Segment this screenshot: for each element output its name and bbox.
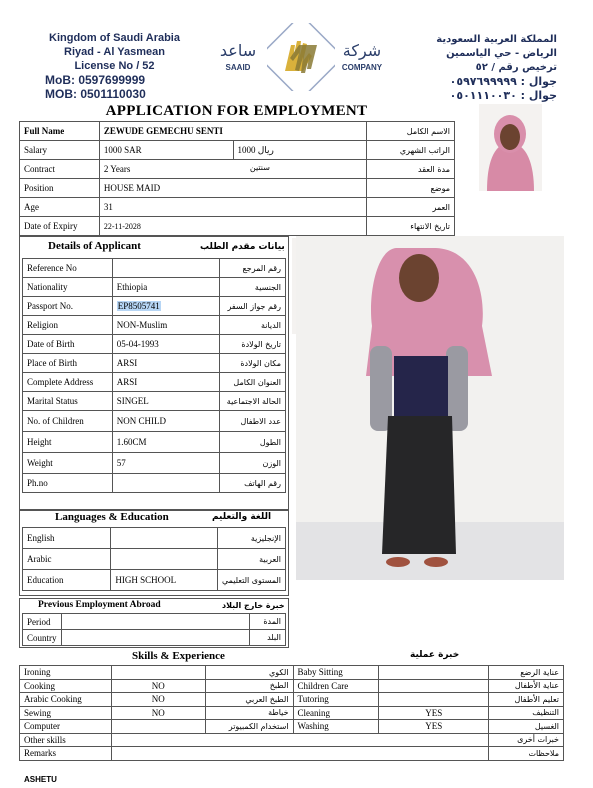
arabic-label-cell: موضع [367, 179, 455, 198]
arabic-label-cell: الإنجليزية [217, 528, 285, 549]
letterhead-line: MoB: 0597699999 [45, 73, 146, 87]
portrait-photo-small [479, 104, 542, 191]
label-cell: Arabic [23, 549, 111, 570]
footer-agent-name: ASHETU [24, 775, 57, 784]
label-cell: Passport No. [23, 297, 113, 316]
value-cell [112, 453, 219, 474]
table-row [20, 160, 455, 179]
table-row [23, 549, 286, 570]
full-body-illustration-icon [296, 236, 564, 580]
label-cell: Date of Birth [23, 335, 113, 354]
skill-value-cell [111, 720, 205, 734]
skill-value-cell: YES [379, 720, 489, 734]
value-ar-text: سنتين [249, 163, 270, 172]
arabic-label-cell: تاريخ الانتهاء [367, 217, 455, 236]
skills-table [19, 665, 564, 761]
table-row [23, 335, 286, 354]
table-row [23, 453, 286, 474]
table-row [23, 614, 286, 630]
skill-label-cell: Ironing [20, 666, 112, 680]
previous-heading: Previous Employment Abroad [38, 600, 161, 610]
table-row [20, 747, 564, 761]
skill-label-cell: Cleaning [293, 706, 379, 720]
skill-label-cell: Sewing [20, 706, 112, 720]
skill-arabic-cell: ملاحظات [489, 747, 564, 761]
table-row [23, 528, 286, 549]
label-cell: Marital Status [23, 392, 113, 411]
logo-en-right: COMPANY [341, 63, 383, 72]
value-cell: 22-11-2028 [99, 217, 366, 236]
top-info-table [19, 121, 455, 236]
table-row [20, 198, 455, 217]
skill-label-cell: Computer [20, 720, 112, 734]
label-cell: Age [20, 198, 100, 217]
applicant-table [22, 258, 286, 493]
skill-value-cell: YES [379, 706, 489, 720]
value-cell [112, 432, 219, 453]
table-row [23, 297, 286, 316]
table-row [20, 706, 564, 720]
value-cell [111, 549, 218, 570]
value-text: EP8505741 [117, 301, 160, 311]
languages-heading: Languages & Education [55, 511, 169, 523]
applicant-heading-ar: بيانات مقدم الطلب [200, 242, 285, 252]
letterhead-ar-line: جوال : ٠٥٠١١١٠٠٣٠ [449, 89, 557, 102]
skills-heading-ar: خبرة عملية [410, 650, 460, 660]
arabic-label-cell: البلد [250, 630, 286, 646]
skill-value-cell [111, 747, 488, 761]
label-cell: Complete Address [23, 373, 113, 392]
value-cell [112, 316, 219, 335]
arabic-label-cell: الديانة [220, 316, 286, 335]
letterhead-ar-line: ترخيص رقم / ٥٢ [475, 62, 557, 73]
skill-arabic-cell: التنظيف [489, 706, 564, 720]
value-text: NON-Muslim [116, 320, 168, 330]
table-row [20, 217, 455, 236]
label-cell: Salary [20, 141, 100, 160]
value-text: 2 Years [103, 164, 131, 174]
table-row [20, 693, 564, 707]
arabic-label-cell: العمر [367, 198, 455, 217]
label-cell: No. of Children [23, 411, 113, 432]
letterhead-line: License No / 52 [74, 60, 155, 72]
value-cell [111, 528, 218, 549]
skill-arabic-cell: الغسيل [489, 720, 564, 734]
arabic-label-cell: مدة العقد [367, 160, 455, 179]
table-row [20, 679, 564, 693]
skill-label-cell: Baby Sitting [293, 666, 379, 680]
logo-ar-right: شركة [342, 41, 382, 60]
value-cell [112, 392, 219, 411]
skill-value-cell [379, 679, 489, 693]
table-row [20, 733, 564, 747]
full-body-photo [296, 236, 564, 580]
skill-arabic-cell: عناية الرضع [489, 666, 564, 680]
languages-table [22, 527, 286, 591]
skill-arabic-cell: تعليم الأطفال [489, 693, 564, 707]
arabic-label-cell: الاسم الكامل [367, 122, 455, 141]
letterhead-arabic [407, 33, 557, 103]
skill-arabic-cell: الطبخ العربي [205, 693, 293, 707]
letterhead-ar-line: جوال : ٠٥٩٧٦٩٩٩٩٩ [449, 75, 557, 88]
portrait-illustration-icon [479, 104, 542, 191]
arabic-label-cell: تاريخ الولادة [220, 335, 286, 354]
label-cell: Position [20, 179, 100, 198]
value-cell [112, 354, 219, 373]
skill-arabic-cell: خياطة [205, 706, 293, 720]
value-cell [99, 160, 366, 179]
arabic-label-cell: الوزن [220, 453, 286, 474]
value-cell: 31 [99, 198, 366, 217]
skill-arabic-cell: خبرات أخرى [489, 733, 564, 747]
table-row [23, 373, 286, 392]
table-row [23, 316, 286, 335]
label-cell: Date of Expiry [20, 217, 100, 236]
value-cell [61, 630, 250, 646]
letterhead-banner [19, 17, 563, 102]
skill-value-cell: NO [111, 706, 205, 720]
value-text: NON CHILD [116, 416, 167, 426]
skill-arabic-cell: الطبخ [205, 679, 293, 693]
label-cell: Period [23, 614, 62, 630]
arabic-label-cell: رقم المرجع [220, 259, 286, 278]
value-ar-cell: 1000 ريال [233, 141, 367, 160]
skill-label-cell: Arabic Cooking [20, 693, 112, 707]
label-cell: English [23, 528, 111, 549]
table-row [23, 474, 286, 493]
value-cell: HOUSE MAID [99, 179, 366, 198]
page-title: APPLICATION FOR EMPLOYMENT [105, 103, 368, 119]
value-text: Ethiopia [116, 282, 148, 292]
letterhead-line: Kingdom of Saudi Arabia [49, 32, 180, 44]
label-cell: Reference No [23, 259, 113, 278]
skill-value-cell [111, 733, 488, 747]
skill-value-cell: NO [111, 693, 205, 707]
label-cell: Full Name [20, 122, 100, 141]
skill-label-cell: Other skills [20, 733, 112, 747]
table-row [23, 630, 286, 646]
skill-label-cell: Cooking [20, 679, 112, 693]
table-row [23, 392, 286, 411]
skill-arabic-cell: عناية الأطفال [489, 679, 564, 693]
label-cell: Place of Birth [23, 354, 113, 373]
previous-heading-ar: خبرة خارج البلاد [222, 601, 285, 610]
label-cell: Ph.no [23, 474, 113, 493]
table-row [23, 432, 286, 453]
value-cell [61, 614, 250, 630]
label-cell: Weight [23, 453, 113, 474]
label-cell: Height [23, 432, 113, 453]
skill-label-cell: Washing [293, 720, 379, 734]
arabic-label-cell: الراتب الشهري [367, 141, 455, 160]
skill-value-cell [379, 693, 489, 707]
arabic-label-cell: عدد الاطفال [220, 411, 286, 432]
skill-arabic-cell: الكوي [205, 666, 293, 680]
value-text: ARSI [116, 377, 138, 387]
logo-en-left: SAAID [225, 63, 251, 72]
table-row [20, 141, 455, 160]
value-text: ARSI [116, 358, 138, 368]
value-cell [112, 278, 219, 297]
table-row [20, 720, 564, 734]
languages-heading-ar: اللغة والتعليم [212, 512, 272, 522]
letterhead-ar-line: الرياض - حي الياسمين [446, 48, 557, 59]
value-text: SINGEL [116, 396, 149, 406]
arabic-label-cell: الطول [220, 432, 286, 453]
value-cell [112, 259, 219, 278]
skill-value-cell [379, 666, 489, 680]
value-text: 1.60CM [116, 437, 147, 447]
table-row [23, 278, 286, 297]
letterhead-english [27, 31, 202, 101]
arabic-label-cell: الجنسية [220, 278, 286, 297]
arabic-label-cell: رقم جواز السفر [220, 297, 286, 316]
value-cell [112, 411, 219, 432]
value-text: 05-04-1993 [116, 339, 159, 349]
letterhead-ar-line: المملكة العربية السعودية [436, 34, 557, 45]
label-cell: Religion [23, 316, 113, 335]
logo-ar-left: ساعد [219, 41, 257, 60]
arabic-label-cell: مكان الولادة [220, 354, 286, 373]
arabic-label-cell: العربية [217, 549, 285, 570]
label-cell: Country [23, 630, 62, 646]
hands-emblem-icon [267, 23, 335, 91]
value-cell [112, 474, 219, 493]
skill-label-cell: Children Care [293, 679, 379, 693]
skill-value-cell: NO [111, 679, 205, 693]
table-row [20, 179, 455, 198]
table-row [23, 259, 286, 278]
company-logo [209, 21, 389, 93]
label-cell: Education [23, 570, 111, 591]
skill-arabic-cell: استخدام الكمبيوتر [205, 720, 293, 734]
value-cell [112, 373, 219, 392]
table-row [20, 122, 455, 141]
label-cell: Contract [20, 160, 100, 179]
arabic-label-cell: المستوى التعليمي [217, 570, 285, 591]
table-row [20, 666, 564, 680]
skill-label-cell: Remarks [20, 747, 112, 761]
arabic-label-cell: المدة [250, 614, 286, 630]
arabic-label-cell: الحالة الاجتماعية [220, 392, 286, 411]
skill-label-cell: Tutoring [293, 693, 379, 707]
arabic-label-cell: العنوان الكامل [220, 373, 286, 392]
letterhead-line: Riyad - Al Yasmean [64, 46, 165, 58]
arabic-label-cell: رقم الهاتف [220, 474, 286, 493]
value-text: 57 [116, 458, 126, 468]
value-cell [112, 335, 219, 354]
value-cell: 1000 SAR [99, 141, 233, 160]
table-row [23, 570, 286, 591]
skill-value-cell [111, 666, 205, 680]
table-row [23, 411, 286, 432]
letterhead-line: MOB: 0501110030 [45, 87, 146, 101]
skills-heading: Skills & Experience [132, 650, 225, 662]
previous-table [22, 613, 286, 646]
table-row [23, 354, 286, 373]
applicant-heading: Details of Applicant [48, 240, 141, 252]
value-cell: ZEWUDE GEMECHU SENTI [99, 122, 366, 141]
value-cell [112, 297, 219, 316]
value-cell: HIGH SCHOOL [111, 570, 218, 591]
label-cell: Nationality [23, 278, 113, 297]
